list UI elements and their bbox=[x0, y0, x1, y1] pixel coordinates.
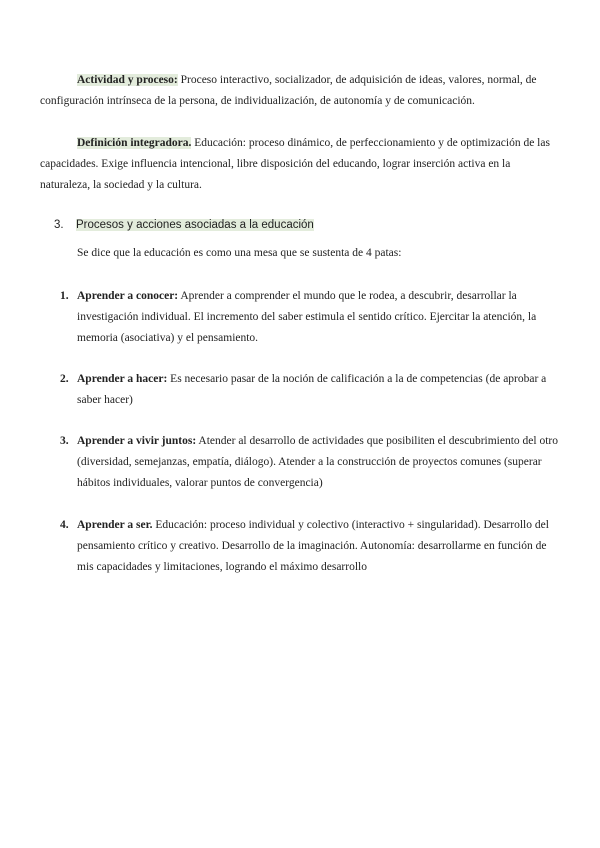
list-item-body: Educación: proceso individual y colectivo (interactivo + singularidad). Desarrollo del pensamiento crítico y creativo. Desarrollo de la imaginación. Autonomía: desarrollarme en función de mis capacidades y limitaciones, logrando el máximo desarrollo bbox=[77, 519, 549, 573]
list-item-body: Atender al desarrollo de actividades que posibiliten el descubrimiento del otro (diversidad, semejanzas, empatía, diálogo). Atender a la construcción de proyectos comunes (superar hábitos individuales, valorar puntos de convergencia) bbox=[77, 435, 558, 489]
section-intro: Se dice que la educación es como una mesa que se sustenta de 4 patas: bbox=[77, 247, 402, 259]
list-item-title: Aprender a vivir juntos: bbox=[77, 435, 197, 447]
list-item-text bbox=[77, 286, 562, 349]
paragraph-actividad-proceso bbox=[40, 70, 562, 112]
text-actividad-proceso: Proceso interactivo, socializador, de adquisición de ideas, valores, normal, de configuración intrínseca de la persona, de individualización, de autonomía y de comunicación. bbox=[40, 74, 537, 107]
list-item bbox=[60, 515, 562, 578]
text-definicion-integradora: Educación: proceso dinámico, de perfeccionamiento y de optimización de las capacidades. Exige influencia intencional, libre disposición del educando, lograr inserción activa en la naturaleza, la sociedad y la cultura. bbox=[40, 137, 550, 191]
list-item-title: Aprender a hacer: bbox=[77, 373, 168, 385]
term-actividad-proceso: Actividad y proceso: bbox=[77, 74, 178, 86]
list-item-number: 2. bbox=[60, 373, 69, 385]
list-item-text bbox=[77, 515, 562, 578]
list-item-title: Aprender a ser. bbox=[77, 519, 153, 531]
list-item-body: Es necesario pasar de la noción de calificación a la de competencias (de aprobar a saber hacer) bbox=[77, 373, 547, 406]
term-definicion-integradora: Definición integradora. bbox=[77, 137, 192, 149]
paragraph-definicion-integradora bbox=[40, 133, 562, 196]
section-title: Procesos y acciones asociadas a la educación bbox=[76, 219, 314, 231]
list-item-number: 1. bbox=[60, 290, 69, 302]
list-item-body: Aprender a comprender el mundo que le rodea, a descubrir, desarrollar la investigación individual. El incremento del saber estimula el sentido crítico. Ejercitar la atención, la memoria (asociativa) y el pensamiento. bbox=[77, 290, 537, 344]
list-item-number: 3. bbox=[60, 435, 69, 447]
list-item-title: Aprender a conocer: bbox=[77, 290, 179, 302]
section-number: 3. bbox=[54, 219, 64, 231]
list-item bbox=[60, 369, 562, 411]
list-item-number: 4. bbox=[60, 519, 69, 531]
list-item bbox=[60, 431, 562, 494]
section-heading bbox=[54, 215, 534, 236]
list-item-text bbox=[77, 431, 562, 494]
list-item-text bbox=[77, 369, 562, 411]
list-item bbox=[60, 286, 562, 349]
